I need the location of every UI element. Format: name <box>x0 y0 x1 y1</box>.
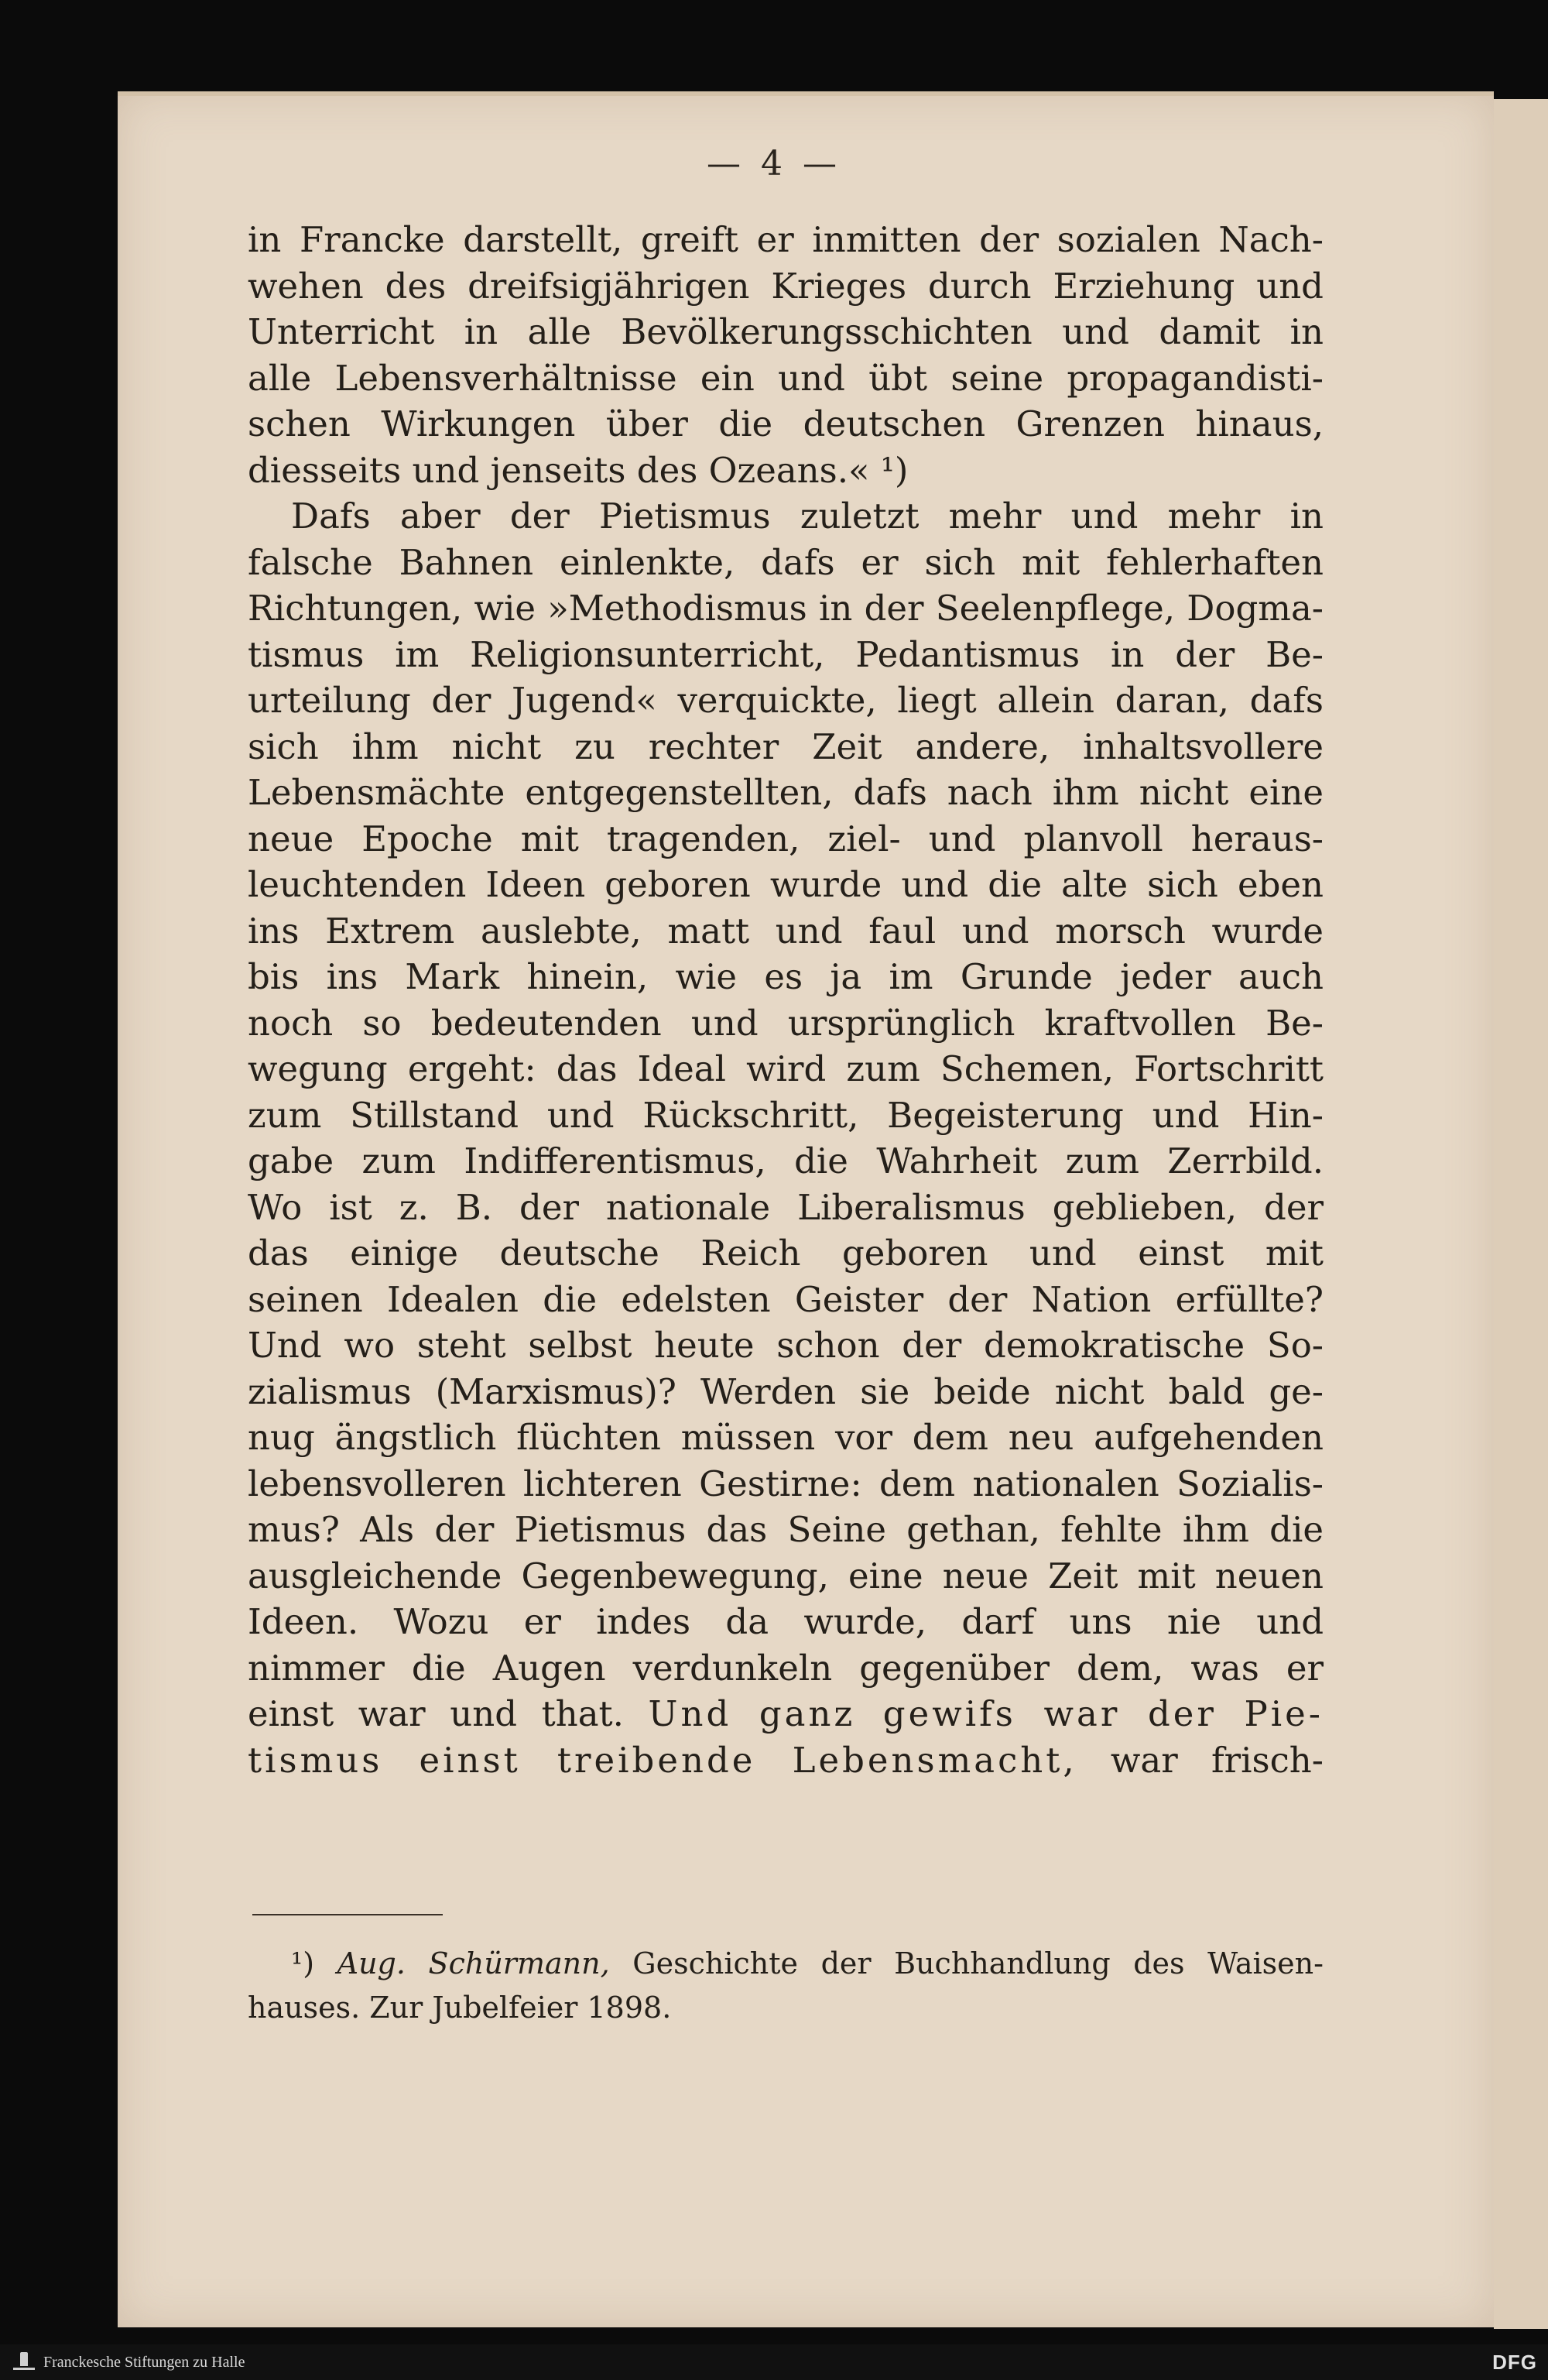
text-line: Wo ist z. B. der nationale Liberalismus geblieben, der <box>248 1186 1324 1228</box>
page-top-edge <box>118 91 1494 96</box>
text-line: sich ihm nicht zu rechter Zeit andere, inhaltsvollere <box>248 725 1324 767</box>
text-line: Lebensmächte entgegenstellten, dafs nach ihm nicht eine <box>248 772 1324 813</box>
text-line: leuchtenden Ideen geboren wurde und die alte sich eben <box>248 864 1324 905</box>
text-line: gabe zum Indifferentismus, die Wahrheit zum Zerrbild. <box>248 1140 1324 1181</box>
adjacent-page-edge <box>1494 99 1548 2329</box>
text-line: nug ängstlich flüchten müssen vor dem neu aufgehenden <box>248 1417 1324 1458</box>
spaced-emphasis: Und ganz gewifs war der Pie- <box>648 1693 1324 1734</box>
body-text <box>248 217 1324 1783</box>
credit-text: Franckesche Stiftungen zu Halle <box>43 2353 245 2371</box>
text-line: bis ins Mark hinein, wie es ja im Grunde jeder auch <box>248 956 1324 997</box>
text-line: mus? Als der Pietismus das Seine gethan, fehlte ihm die <box>248 1509 1324 1550</box>
text-line: Richtungen, wie »Methodismus in der Seelenpflege, Dogma- <box>248 588 1324 629</box>
footnote-author: Aug. Schürmann, <box>337 1946 610 1980</box>
text-line <box>248 1737 1324 1784</box>
footnote-line <box>248 1942 1324 1986</box>
text-line: tismus im Religionsunterricht, Pedantismus in der Be- <box>248 633 1324 675</box>
text-line: alle Lebensverhältnisse ein und übt seine propagandisti- <box>248 357 1324 399</box>
text-segment: einst war und that. <box>248 1693 649 1734</box>
text-line: Dafs aber der Pietismus zuletzt mehr und mehr in <box>291 496 1324 537</box>
footnote-marker: ¹) <box>291 1946 315 1980</box>
footnote-rule <box>252 1914 443 1915</box>
text-line: Ideen. Wozu er indes da wurde, darf uns nie und <box>248 1601 1324 1642</box>
credit <box>11 2351 245 2374</box>
text-line: neue Epoche mit tragenden, ziel- und planvoll heraus- <box>248 818 1324 859</box>
text-line: nimmer die Augen verdunkeln gegenüber dem, was er <box>248 1647 1324 1689</box>
institution-logo-icon <box>11 2351 37 2374</box>
dfg-logo: DFG <box>1492 2351 1537 2374</box>
spaced-emphasis: tismus einst treibende Lebensmacht, <box>248 1739 1077 1781</box>
text-line: wegung ergeht: das Ideal wird zum Schemen, Fortschritt <box>248 1048 1324 1089</box>
text-line: zum Stillstand und Rückschritt, Begeisterung und Hin- <box>248 1094 1324 1136</box>
text-line: urteilung der Jugend« verquickte, liegt allein daran, dafs <box>248 680 1324 721</box>
text-line: seinen Idealen die edelsten Geister der Nation erfüllte? <box>248 1278 1324 1320</box>
text-line: lebensvolleren lichteren Gestirne: dem nationalen Sozialis- <box>248 1463 1324 1504</box>
text-line: Und wo steht selbst heute schon der demokratische So- <box>248 1325 1324 1366</box>
text-line <box>248 1691 1324 1737</box>
text-line: wehen des dreifsigjährigen Krieges durch Erziehung und <box>248 265 1324 307</box>
text-line: ins Extrem auslebte, matt und faul und morsch wurde <box>248 910 1324 952</box>
text-line: das einige deutsche Reich geboren und einst mit <box>248 1233 1324 1274</box>
text-line: ausgleichende Gegenbewegung, eine neue Zeit mit neuen <box>248 1555 1324 1596</box>
text-line: falsche Bahnen einlenkte, dafs er sich mit fehlerhaften <box>248 541 1324 583</box>
text-segment: war frisch- <box>1077 1739 1324 1781</box>
text-line: noch so bedeutenden und ursprünglich kraftvollen Be- <box>248 1002 1324 1044</box>
page-number: — 4 — <box>707 144 841 183</box>
text-line: zialismus (Marxismus)? Werden sie beide nicht bald ge- <box>248 1370 1324 1412</box>
text-line: Unterricht in alle Bevölkerungsschichten und damit in <box>248 311 1324 352</box>
text-line: in Francke darstellt, greift er inmitten der sozialen Nach- <box>248 219 1324 260</box>
text-line: diesseits und jenseits des Ozeans.« ¹) <box>248 449 909 491</box>
footnote-text: Geschichte der Buchhandlung des Waisen- <box>609 1946 1324 1980</box>
footnote <box>248 1942 1324 2030</box>
footnote-line: hauses. Zur Jubelfeier 1898. <box>248 1991 672 2025</box>
text-line: schen Wirkungen über die deutschen Grenzen hinaus, <box>248 403 1324 444</box>
